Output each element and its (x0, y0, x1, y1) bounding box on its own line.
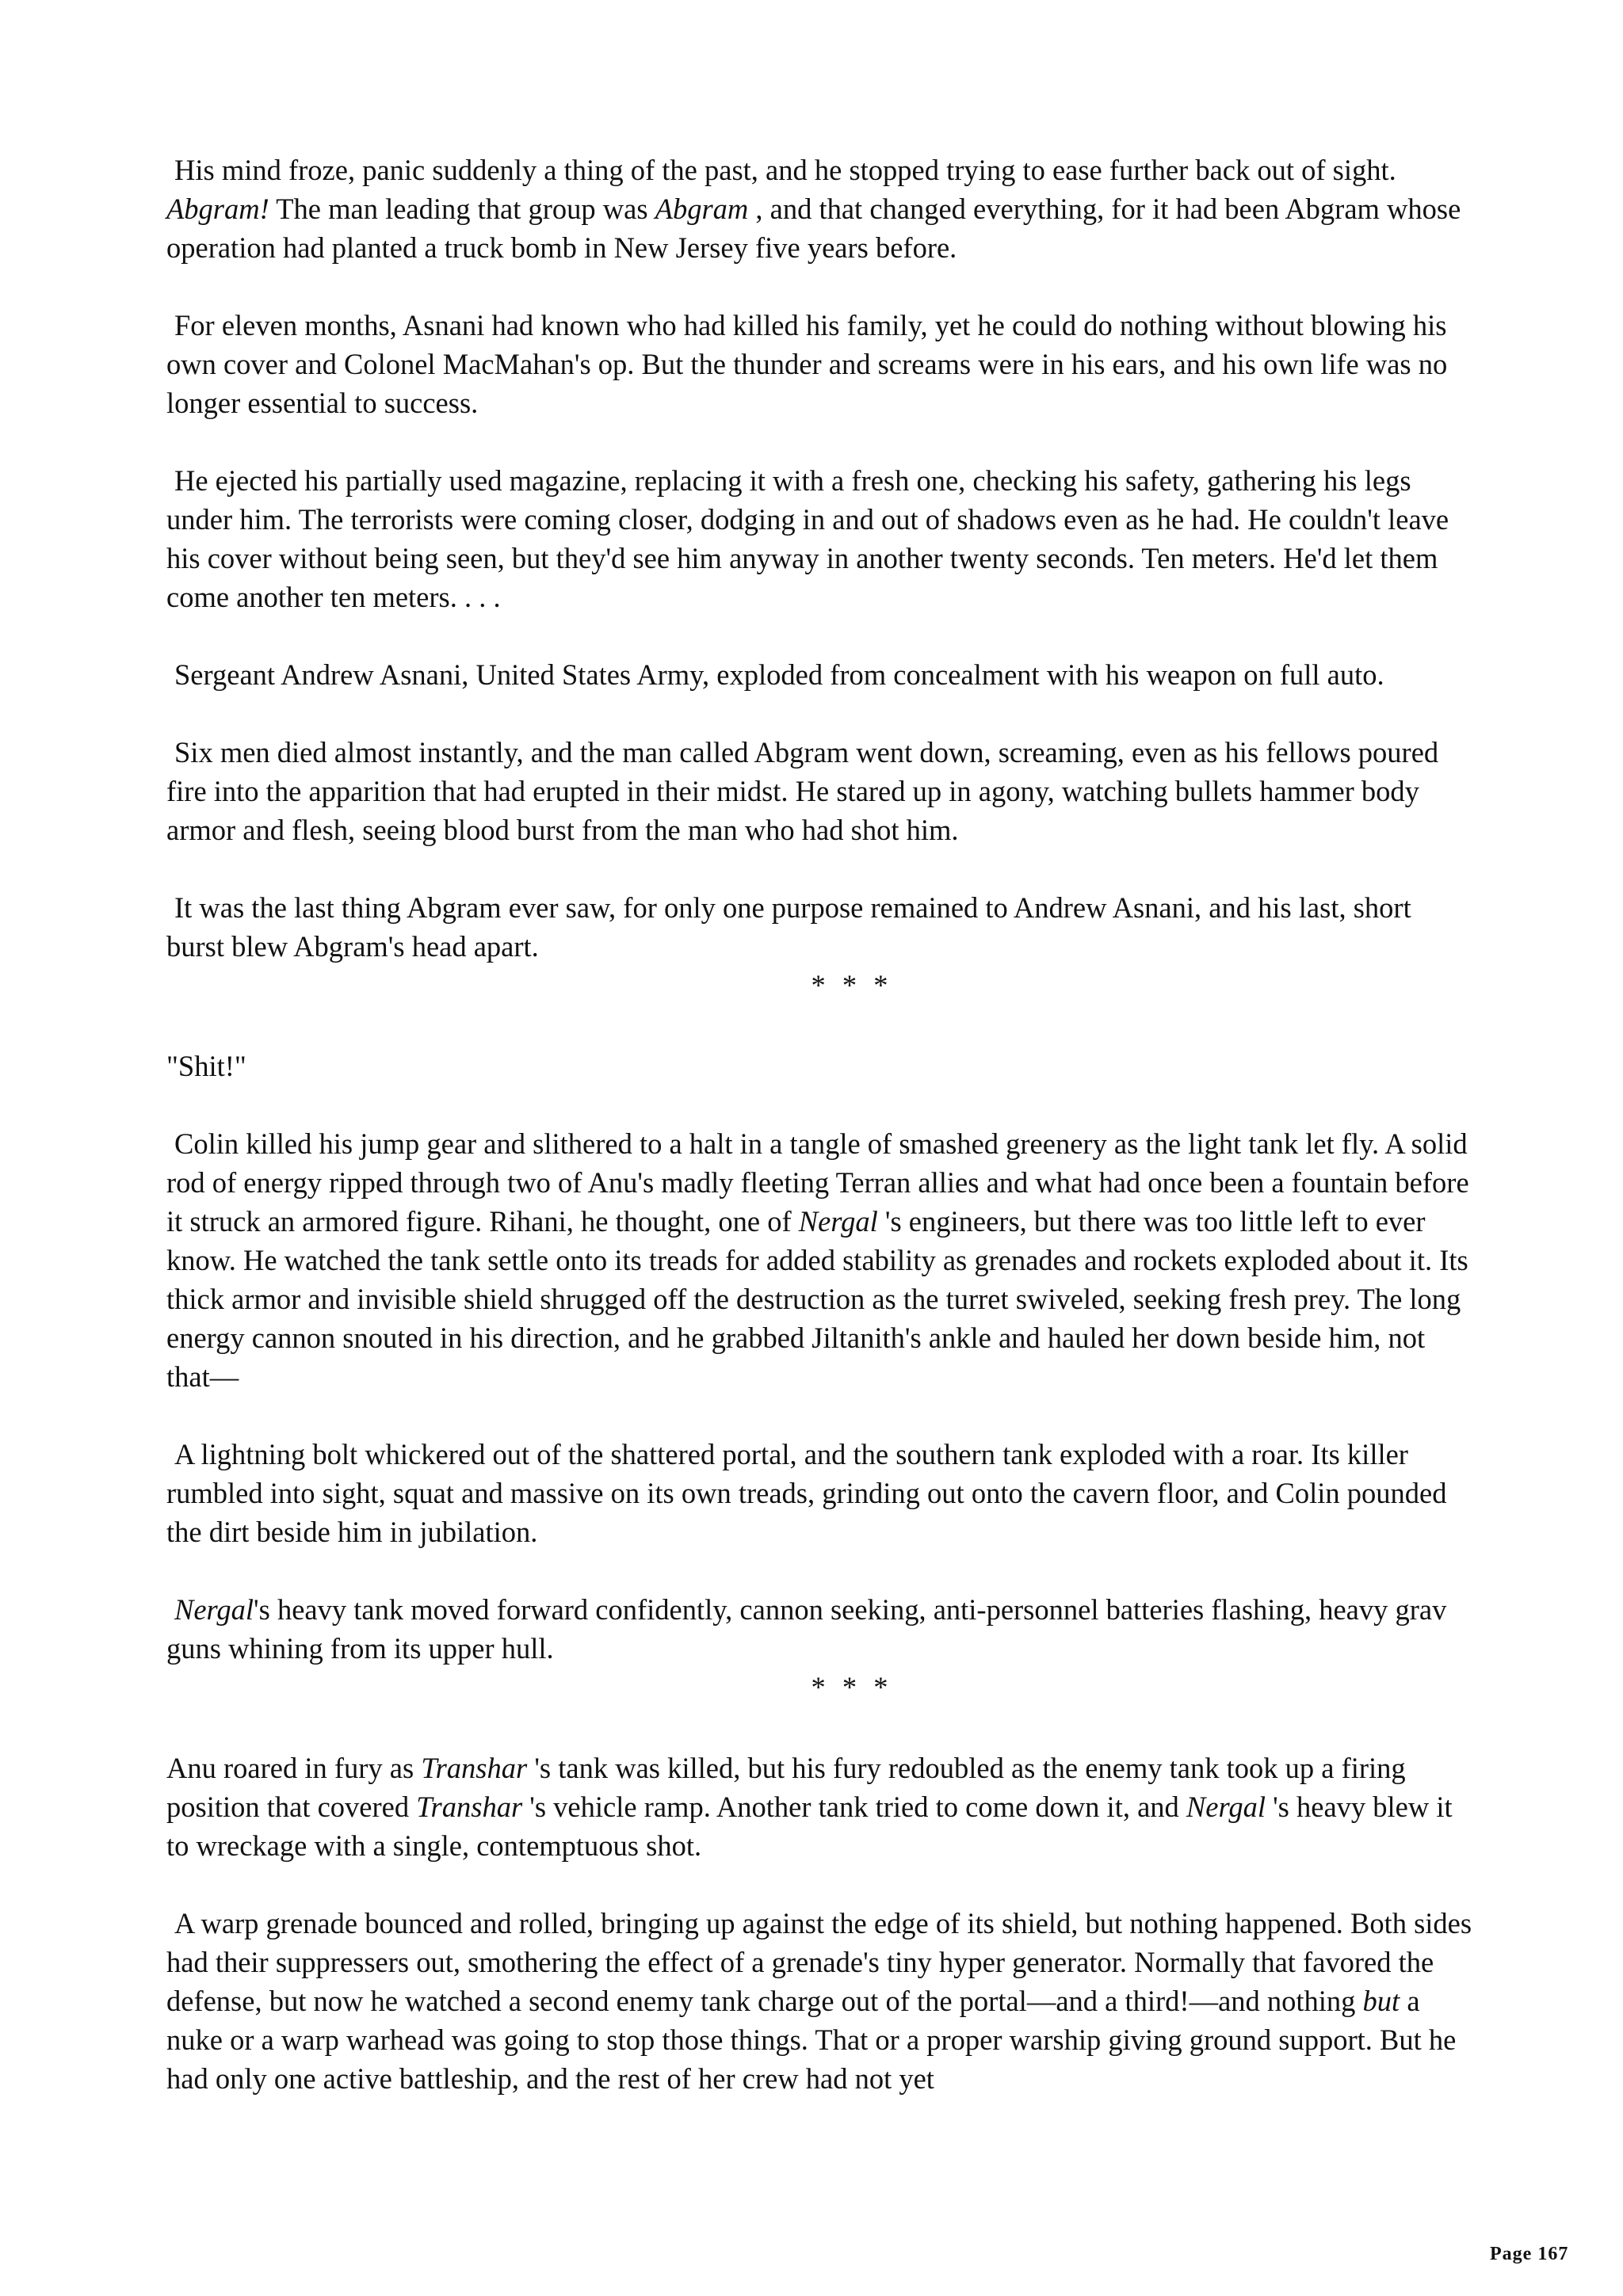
text-run: 's heavy tank moved forward confidently, cannon seeking, anti-personnel batteries flashing, heavy grav guns whining from its upper hull. (166, 1593, 1447, 1665)
text-run: , and that changed everything, for it had been Abgram whose operation had planted a truck bomb in New Jersey five years before. (166, 193, 1461, 264)
italic-text: but (1362, 1985, 1400, 2017)
paragraph (166, 1749, 1474, 1865)
paragraph (166, 733, 1474, 849)
paragraph (166, 1124, 1474, 1396)
italic-text: Nergal (798, 1205, 878, 1238)
paragraph (166, 1435, 1474, 1551)
paragraph (166, 461, 1474, 616)
text-run: a nuke or a warp warhead was going to stop those things. That or a proper warship giving ground support. But he had only one active battleship, and the rest of her crew had not yet (166, 1985, 1457, 2095)
scene-break: * * * (811, 1671, 893, 1703)
italic-text: Nergal (174, 1593, 254, 1626)
text-run: He ejected his partially used magazine, replacing it with a fresh one, checking his safety, gathering his legs under him. The terrorists were coming closer, dodging in and out of shadows even as he had. He couldn't leave his cover without being seen, but they'd see him anyway in another twenty seconds. Ten meters. He'd let them come another ten meters. . . . (166, 464, 1449, 613)
page-number: Page 167 (1490, 2244, 1569, 2264)
paragraph (166, 1904, 1474, 2098)
text-run: 's tank was killed, but his fury redoubled as the enemy tank took up a firing position that covered (166, 1752, 1406, 1823)
paragraph (166, 151, 1474, 267)
italic-text: Transhar (421, 1752, 528, 1784)
paragraph (166, 1590, 1474, 1668)
text-run: Six men died almost instantly, and the man called Abgram went down, screaming, even as his fellows poured fire into the apparition that had erupted in their midst. He stared up in agony, watching bullets hammer body armor and flesh, seeing blood burst from the man who had shot him. (166, 736, 1439, 846)
italic-text: Nergal (1186, 1791, 1266, 1823)
paragraph (166, 655, 1474, 694)
paragraph (166, 888, 1474, 966)
text-run: "Shit!" (166, 1050, 246, 1082)
paragraph (166, 306, 1474, 422)
scene-break: * * * (811, 969, 893, 1001)
text-run: Sergeant Andrew Asnani, United States Army, exploded from concealment with his weapon on full auto. (174, 658, 1384, 691)
text-run: 's vehicle ramp. Another tank tried to come down it, and (522, 1791, 1186, 1823)
italic-text: Transhar (416, 1791, 523, 1823)
italic-text: Abgram (655, 193, 749, 225)
text-run: Anu roared in fury as (166, 1752, 422, 1784)
text-run: A lightning bolt whickered out of the shattered portal, and the southern tank exploded with a roar. Its killer rumbled into sight, squat and massive on its own treads, grinding out onto the cavern floor, and Colin pounded the dirt beside him in jubilation. (166, 1438, 1447, 1548)
text-run: It was the last thing Abgram ever saw, for only one purpose remained to Andrew Asnani, and his last, short burst blew Abgram's head apart. (166, 891, 1411, 963)
text-run: The man leading that group was (269, 193, 655, 225)
text-run: 's heavy blew it to wreckage with a single, contemptuous shot. (166, 1791, 1453, 1862)
text-run: Colin killed his jump gear and slithered to a halt in a tangle of smashed greenery as the light tank let fly. A solid rod of energy ripped through two of Anu's madly fleeting Terran allies and what had once been a fountain before it struck an armored figure. Rihani, he thought, one of (166, 1127, 1469, 1238)
body-text (166, 151, 1474, 2098)
text-run: A warp grenade bounced and rolled, bringing up against the edge of its shield, but nothing happened. Both sides had their suppressers out, smothering the effect of a grenade's tiny hyper generator. Normally that favored the defense, but now he watched a second enemy tank charge out of the portal—and a third!—and nothing (166, 1907, 1472, 2017)
paragraph (166, 1047, 1474, 1085)
text-run: His mind froze, panic suddenly a thing of the past, and he stopped trying to ease further back out of sight. (174, 154, 1396, 186)
text-run: For eleven months, Asnani had known who had killed his family, yet he could do nothing without blowing his own cover and Colonel MacMahan's op. But the thunder and screams were in his ears, and his own life was no longer essential to success. (166, 309, 1448, 419)
text-run: 's engineers, but there was too little left to ever know. He watched the tank settle onto its treads for added stability as grenades and rockets exploded about it. Its thick armor and invisible shield shrugged off the destruction as the turret swiveled, seeking fresh prey. The long energy cannon snouted in his direction, and he grabbed Jiltanith's ankle and hauled her down beside him, not that— (166, 1205, 1468, 1393)
italic-text: Abgram! (166, 193, 269, 225)
